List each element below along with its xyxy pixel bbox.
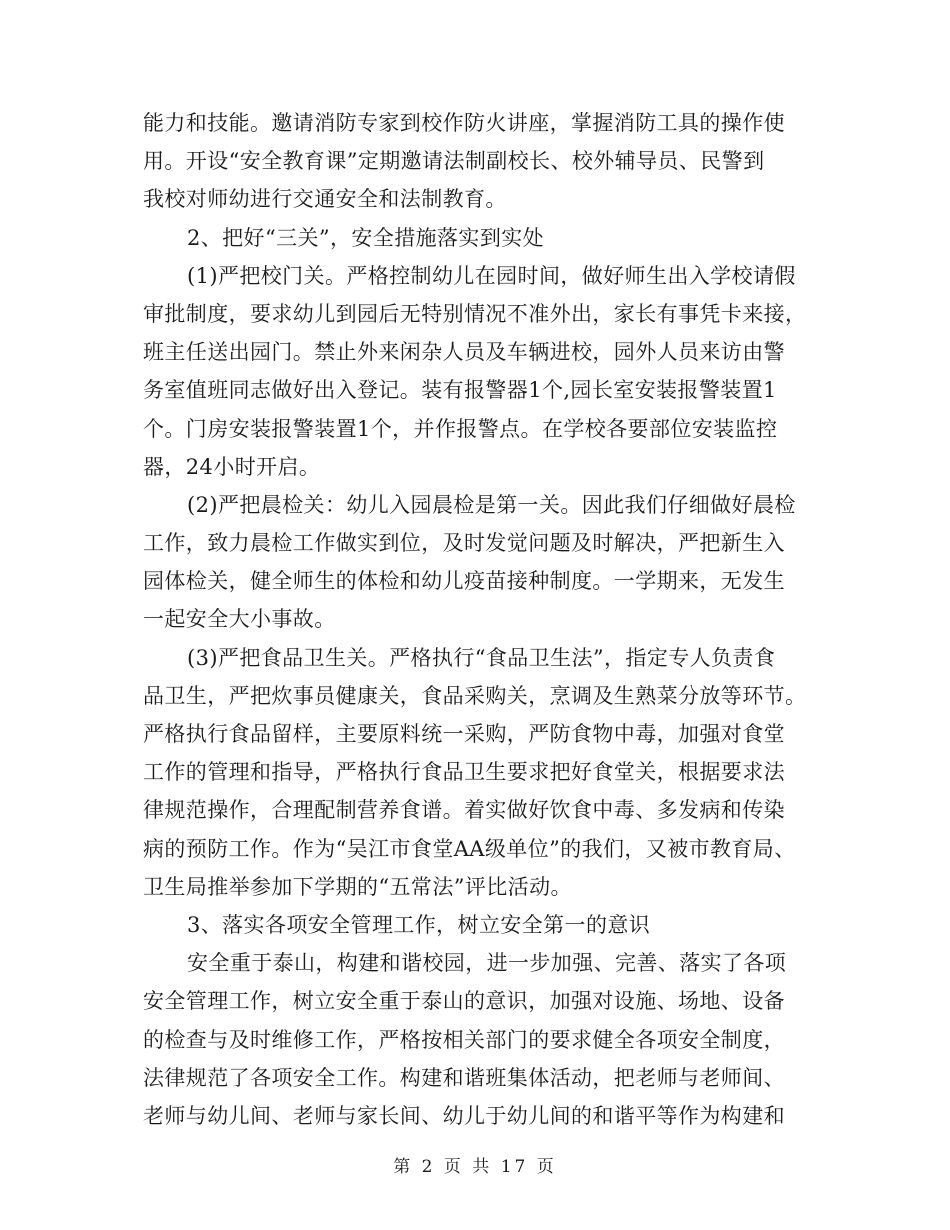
- text-line: 能力和技能。邀请消防专家到校作防火讲座，掌握消防工具的操作使: [143, 111, 785, 135]
- text-line: 班主任送出园门。禁止外来闲杂人员及车辆进校，园外人员来访由警: [143, 340, 785, 365]
- section-heading: 2、把好“三关”，安全措施落实到实处: [187, 225, 545, 250]
- text-line: 安全管理工作，树立安全重于泰山的意识，加强对设施、场地、设备: [143, 989, 785, 1014]
- text-line: 法律规范了各项安全工作。构建和谐班集体活动，把老师与老师间、: [143, 1065, 785, 1090]
- text-line: 的检查与及时维修工作，严格按相关部门的要求健全各项安全制度，: [143, 1027, 785, 1052]
- text-line: 卫生局推举参加下学期的“五常法”评比活动。: [143, 874, 572, 899]
- text-line: 器，24小时开启。: [143, 454, 321, 479]
- text-line: 一起安全大小事故。: [143, 607, 336, 632]
- text-line: 安全重于泰山，构建和谐校园，进一步加强、完善、落实了各项: [187, 951, 787, 976]
- text-line: (3)严把食品卫生关。严格执行“食品卫生法”，指定专人负责食: [187, 645, 776, 670]
- text-line: 园体检关，健全师生的体检和幼儿疫苗接种制度。一学期来，无发生: [143, 569, 785, 594]
- text-line: (2)严把晨检关：幼儿入园晨检是第一关。因此我们仔细做好晨检: [187, 492, 796, 517]
- text-line: 品卫生，严把炊事员健康关，食品采购关，烹调及生熟菜分放等环节。: [143, 683, 807, 708]
- text-line: 我校对师幼进行交通安全和法制教育。: [143, 187, 507, 212]
- text-line: 审批制度，要求幼儿到园后无特别情况不准外出，家长有事凭卡来接，: [143, 301, 807, 326]
- text-line: 务室值班同志做好出入登记。装有报警器1个,园长室安装报警装置1: [143, 378, 777, 403]
- text-line: (1)严把校门关。严格控制幼儿在园时间，做好师生出入学校请假: [187, 263, 796, 288]
- page-number-footer: 第 2 页 共 17 页: [393, 1157, 557, 1177]
- text-line: 严格执行食品留样，主要原料统一采购，严防食物中毒，加强对食堂: [143, 722, 785, 746]
- text-line: 律规范操作，合理配制营养食谱。着实做好饮食中毒、多发病和传染: [143, 798, 785, 823]
- document-body: [143, 104, 813, 1135]
- text-line: 个。门房安装报警装置1个，并作报警点。在学校各要部位安装监控: [143, 416, 778, 441]
- text-line: 病的预防工作。作为“吴江市食堂AA级单位”的我们，又被市教育局、: [143, 836, 796, 861]
- text-line: 工作的管理和指导，严格执行食品卫生要求把好食堂关，根据要求法: [143, 760, 785, 785]
- text-line: 工作，致力晨检工作做实到位，及时发觉问题及时解决，严把新生入: [143, 531, 785, 556]
- text-line: 老师与幼儿间、老师与家长间、幼儿于幼儿间的和谐平等作为构建和: [143, 1103, 785, 1128]
- text-line: 用。开设“安全教育课”定期邀请法制副校长、校外辅导员、民警到: [143, 149, 765, 174]
- section-heading: 3、落实各项安全管理工作，树立安全第一的意识: [187, 912, 651, 937]
